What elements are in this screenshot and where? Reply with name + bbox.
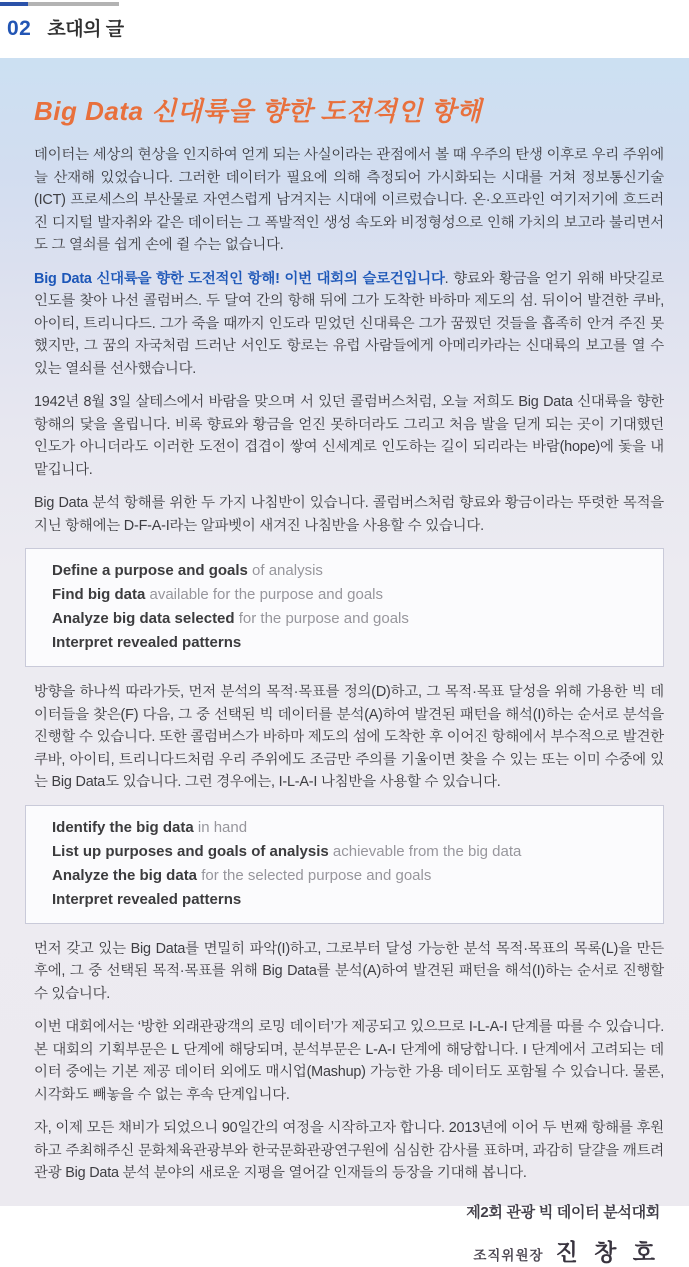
signature-block [34,1201,664,1267]
compass-box-dfai [25,548,664,667]
text-segment: Big Data 분석 항해를 위한 두 가지 나침반이 있습니다. 콜럼버스처럼 향료와 황금이라는 뚜렷한 목적을 지닌 항해에는 D-F-A-I라는 알파벳이 새겨진 나침반을 사용할 수 있습니다. [34,495,664,534]
signer-role: 조직위원장 [473,1247,544,1263]
paragraph-closing [34,1117,664,1185]
compass-box-ilai [25,805,664,924]
text-segment: for the purpose and goals [234,610,409,627]
compass-step [52,888,645,912]
text-segment: of analysis [247,562,323,579]
text-segment: 자, 이제 모든 채비가 되었으니 90일간의 여정을 시작하고자 합니다. 2013년에 이어 두 번째 항해를 후원하고 주최해주신 문화체육관광부와 한국문화관광연구원에 심심한 감사를 표하며, 과감히 달걀을 깨트려 관광 Big Data 분석 분야의 새로운 지평을 열어갈 인재들의 등장을 기대해 봅니다. [34,1120,664,1181]
paragraph-intro [34,144,664,257]
text-segment: Define a purpose and goals [52,562,248,579]
text-segment: 데이터는 세상의 현상을 인지하여 얻게 되는 사실이라는 관점에서 볼 때 우주의 탄생 이후로 우리 주위에 늘 산재해 있었습니다. 그러한 데이터가 필요에 의해 측정되어 가시화되는 시대를 거쳐 정보통신기술(ICT) 프로세스의 부산물로 자연스럽게 남겨지는 시대에 이르렀습니다. 온·오프라인 여기저기에 흐드러진 디지털 발자취와 같은 데이터는 그 폭발적인 생성 속도와 비정형성으로 인해 가치의 보고라 불리면서도 그 열쇠를 쉽게 손에 쥘 수는 없습니다. [34,147,664,253]
compass-step [52,583,645,607]
compass-step [52,864,645,888]
section-number: 02 [7,17,32,40]
text-segment: List up purposes and goals of analysis [52,842,329,860]
signer-name: 진 창 호 [555,1238,660,1265]
text-segment: Interpret revealed patterns [52,890,242,908]
header-rule-gray [28,2,119,6]
slogan-highlight: Big Data 신대륙을 향한 도전적인 항해! 이번 대회의 슬로건입니다 [34,270,445,287]
text-segment: 1942년 8월 3일 살테스에서 바람을 맞으며 서 있던 콜럼버스처럼, 오늘 저희도 Big Data 신대륙을 향한 항해의 닻을 올립니다. 비록 향료와 황금을 얻진 못하더라도 그리고 처음 발을 딛게 되는 곳이 기대했던 인도가 아니더라도 이러한 도전이 겹겹이 쌓여 신세계로 인도하는 길이 되리라는 바람(hope)에 돛을 내맡깁니다. [34,394,664,478]
paragraph-ilai-explain [34,938,664,1006]
section-header [0,0,689,41]
text-segment: Identify the big data [52,818,194,836]
header-rule-accent [0,2,28,6]
paragraph-dfai-explain [34,681,664,794]
paragraph-columbus [34,391,664,481]
text-segment: 이번 대회에서는 ‘방한 외래관광객의 로밍 데이터’가 제공되고 있으므로 I-L-A-I 단계를 따를 수 있습니다. 본 대회의 기획부문은 L 단계에 해당되며, 분석부문은 L-A-I 단계에 해당합니다. I 단계에서 고려되는 데이터 중에는 기본 제공 데이터 외에도 매시업(Mashup) 가능한 가용 데이터도 포함될 수 있습니다. 물론, 시각화도 빼놓을 수 없는 후속 단계입니다. [34,1019,664,1103]
text-segment: Find big data [52,586,146,603]
text-segment: . 향료와 황금을 얻기 위해 바닷길로 인도를 찾아 나선 콜럼버스. 두 달여 간의 항해 뒤에 그가 도착한 바하마 제도의 섬. 뒤이어 발견한 쿠바, 아이티, 트리니다드. 그가 죽을 때까지 인도라 믿었던 신대륙은 그가 꿈꿨던 것들을 흡족히 안겨 주진 못했지만, 그 꿈의 자국처럼 드러난 서인도 항로는 유럽 사람들에게 아메리카라는 신대륙의 보고를 열 수 있는 열쇠를 선사했습니다. [34,270,664,377]
text-segment: achievable from the big data [328,842,522,860]
compass-step [52,631,645,655]
text-segment: available for the purpose and goals [145,586,383,603]
paragraph-two-compasses [34,492,664,537]
text-segment: in hand [193,818,248,836]
compass-step [52,816,645,840]
compass-step [52,840,645,864]
text-segment: 먼저 갖고 있는 Big Data를 면밀히 파악(I)하고, 그로부터 달성 가능한 분석 목적·목표의 목록(L)을 만든 후에, 그 중 선택된 목적·목표를 위해 Big Data를 분석(A)하여 발견된 패턴을 해석(I)하는 순서로 진행할 수 있습니다. [34,940,664,1002]
text-segment: for the selected purpose and goals [197,866,432,884]
text-segment: 방향을 하나씩 따라가듯, 먼저 분석의 목적·목표를 정의(D)하고, 그 목적·목표 달성을 위해 가용한 빅 데이터들을 찾은(F) 다음, 그 중 선택된 빅 데이터를 분석(A)하여 발견된 패턴을 해석(I)하는 순서로 분석을 진행할 수 있습니다. 또한 콜럼버스가 바하마 제도의 섬에 도착한 후 이어진 항해에서 부수적으로 발견한 쿠바, 아이티, 트리니다드처럼 우리 주위에도 조금만 주의를 기울이면 찾을 수 있는 또는 이미 수중에 있는 Big Data도 있습니다. 그런 경우에는, I-L-A-I 나침반을 사용할 수 있습니다. [34,684,664,790]
text-segment: Analyze big data selected [52,610,235,627]
text-segment: Analyze the big data [52,866,198,884]
section-title: 초대의 글 [47,19,124,40]
paragraph-slogan [34,268,664,381]
content-blocks [34,144,664,1185]
compass-step [52,607,645,631]
paragraph-contest-data [34,1016,664,1106]
compass-step [52,559,645,583]
document-title: Big Data 신대륙을 향한 도전적인 항해 [34,96,482,126]
invitation-sheet [0,58,689,1265]
event-name: 제2회 관광 빅 데이터 분석대회 [466,1203,660,1221]
text-segment: Interpret revealed patterns [52,634,242,651]
